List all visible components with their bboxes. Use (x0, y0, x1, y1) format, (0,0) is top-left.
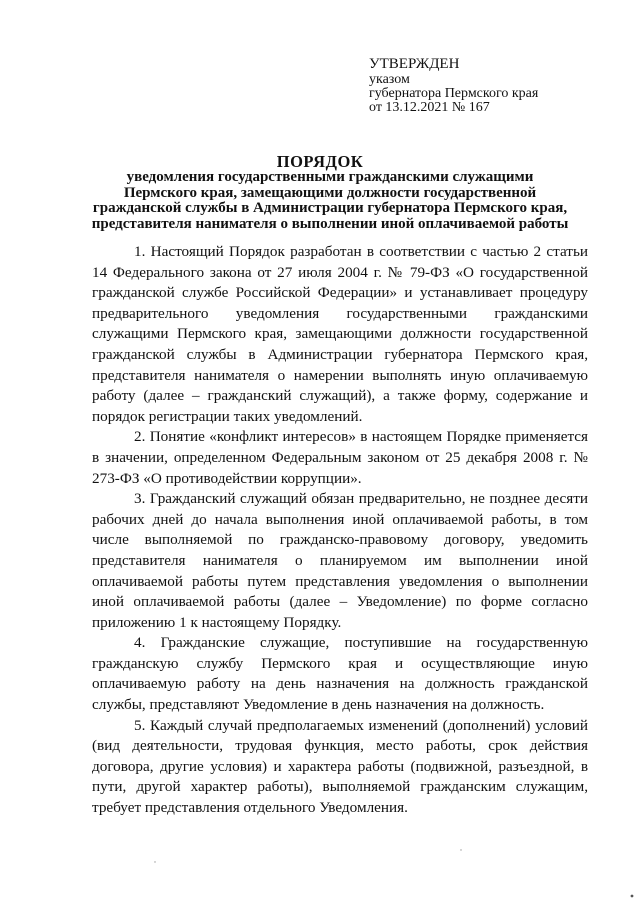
scan-speck (631, 895, 634, 898)
subtitle-line: уведомления государственными гражданскими служащими (126, 169, 534, 185)
subtitle-line: представителя нанимателя о выполнении иной оплачиваемой работы (91, 215, 569, 232)
paragraph-number: 1. (134, 243, 146, 260)
paragraph-text: Понятие «конфликт интересов» в настоящем Порядке применяется в значении, определенном Федеральным законом от 25 декабря 2008 г. № 273-ФЗ «О противодействии коррупции». (92, 428, 588, 487)
paragraph-text: Гражданские служащие, поступившие на государственную гражданскую службу Пермского края и осуществляющие иную оплачиваемую работу на день назначения на должность гражданской службы, представляют Уведомление в день назначения на должность. (92, 634, 589, 714)
paragraph-1 (92, 242, 588, 427)
paragraph-text: Настоящий Порядок разработан в соответствии с частью 2 статьи 14 Федерального закона от 27 июля 2004 г. № 79-ФЗ «О государственной гражданской службе Российской Федерации» и устанавливает процедуру предварительного уведомления государственными гражданскими служащими Пермского края, замещающими должности государственной гражданской службы в Администрации губернатора Пермского края, представителя нанимателя о намерении выполнять иную оплачиваемую работу (далее – гражданский служащий), а также форму, содержание и порядок регистрации таких уведомлений. (92, 243, 588, 425)
approval-stamp (369, 56, 538, 115)
approval-line-1: указом (369, 72, 410, 87)
approval-line-2: губернатора Пермского края (369, 86, 539, 101)
paragraph-4 (92, 633, 588, 715)
approval-line-3: от 13.12.2021 № 167 (369, 100, 490, 115)
paragraph-3 (92, 489, 588, 633)
paragraph-text: Каждый случай предполагаемых изменений (дополнений) условий (вид деятельности, трудовая функция, место работы, срок действия договора, другие условия) и характера работы (подвижной, разъездной, в пути, другой характер работы), выполняемой гражданским служащим, требует представления отдельного Уведомления. (92, 716, 588, 817)
document-body (92, 242, 588, 819)
scan-speck (154, 861, 155, 862)
paragraph-5 (92, 716, 588, 819)
paragraph-2 (92, 427, 588, 489)
paragraph-text: Гражданский служащий обязан предварительно, не позднее десяти рабочих дней до начала выполнения иной оплачиваемой работы, в том числе выполняемой по гражданско-правовому договору, уведомить представителя нанимателя о планируемом им выполнении иной оплачиваемой работы путем представления уведомления о выполнении иной оплачиваемой работы (далее – Уведомление) по форме согласно приложению 1 к настоящему Порядку. (92, 490, 588, 631)
approval-title: УТВЕРЖДЕН (369, 56, 460, 72)
paragraph-number: 3. (134, 490, 146, 508)
paragraph-number: 2. (134, 428, 146, 446)
document-subtitle (80, 170, 580, 232)
paragraph-number: 5. (134, 716, 146, 734)
subtitle-line: Пермского края, замещающими должности государственной (123, 184, 537, 201)
document-title: ПОРЯДОК (276, 152, 364, 171)
paragraph-number: 4. (134, 634, 146, 652)
scan-speck (460, 849, 461, 850)
subtitle-line: гражданской службы в Администрации губернатора Пермского края, (92, 200, 568, 216)
